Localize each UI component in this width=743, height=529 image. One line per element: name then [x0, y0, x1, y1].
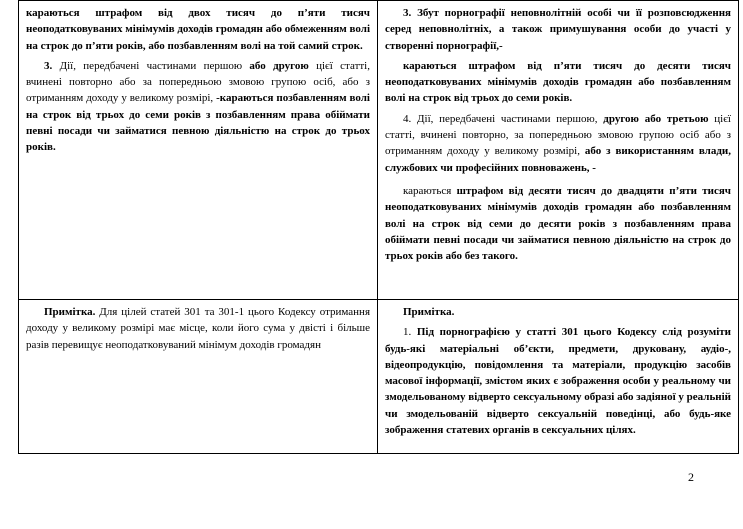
right-note-text: 1. Під порнографією у статті 301 цього Кодексу слід розуміти будь-які матеріальні об’єкти, предмети, друковану, аудіо-, відеопродукцію, повідомлення та матеріали, продукцію засобів масової інформації, змістом яких є зображення особи у реальному чи змодельованому відверто сексуальному образі або задіяної у реальній чи змодельованій відверто сексуальній поведінці, або будь-яке зображення статевих органів в сексуальних цілях. — [385, 326, 731, 437]
right-paragraph-3: 4. Дії, передбачені частинами першою, другою або третьою цієї статті, вчинені повторно, за попередньою змовою групою осіб або з отриманням доходу у великому розмірі, або з використанням влади, службових чи професійних повноважень, - — [385, 112, 731, 174]
left-paragraph-1: караються штрафом від двох тисяч до п’яти тисяч неоподатковуваних мінімумів доходів громадян або обмеженням волі на строк до п’яти років, або позбавленням волі на той самий строк. — [26, 7, 370, 52]
right-note-cell — [378, 300, 739, 454]
page-number: 2 — [688, 470, 694, 484]
right-cell-proposed-text — [378, 1, 739, 300]
right-paragraph-1: 3. Збут порнографії неповнолітній особі чи її розповсюдження серед неповнолітніх, а також примушування особи до участі у створенні порнографії,- — [385, 7, 731, 52]
right-paragraph-4: караються штрафом від десяти тисяч до двадцяти п’яти тисяч неоподатковуваних мінімумів доходів громадян або позбавленням волі на строк від семи до десяти років з позбавленням права обіймати певні посади чи займатися певною діяльністю на строк до трьох років або без такого. — [385, 184, 731, 263]
comparison-table — [18, 0, 739, 454]
left-cell-current-text — [19, 1, 378, 300]
right-paragraph-2: караються штрафом від п’яти тисяч до десяти тисяч неоподатковуваних мінімумів доходів громадян або позбавленням волі на строк від трьох до семи років. — [385, 59, 731, 105]
right-note-label: Примітка. — [403, 306, 455, 318]
table-row — [19, 1, 739, 300]
left-note: Примітка. Для цілей статей 301 та 301-1 цього Кодексу отримання доходу у великому розмірі має місце, коли його сума у двісті і більше разів перевищує неоподатковуваний мінімум доходів громадян — [26, 306, 370, 351]
left-paragraph-2: 3. Дії, передбачені частинами першою або другою цієї статті, вчинені повторно або за попередньою змовою групою осіб, або з отриманням доходу у великому розмірі, -караються позбавленням волі на строк від трьох до семи років з позбавленням права обіймати певні посади чи займатися певною діяльністю на строк до трьох років. — [26, 59, 370, 154]
table-row — [19, 300, 739, 454]
left-note-cell — [19, 300, 378, 454]
